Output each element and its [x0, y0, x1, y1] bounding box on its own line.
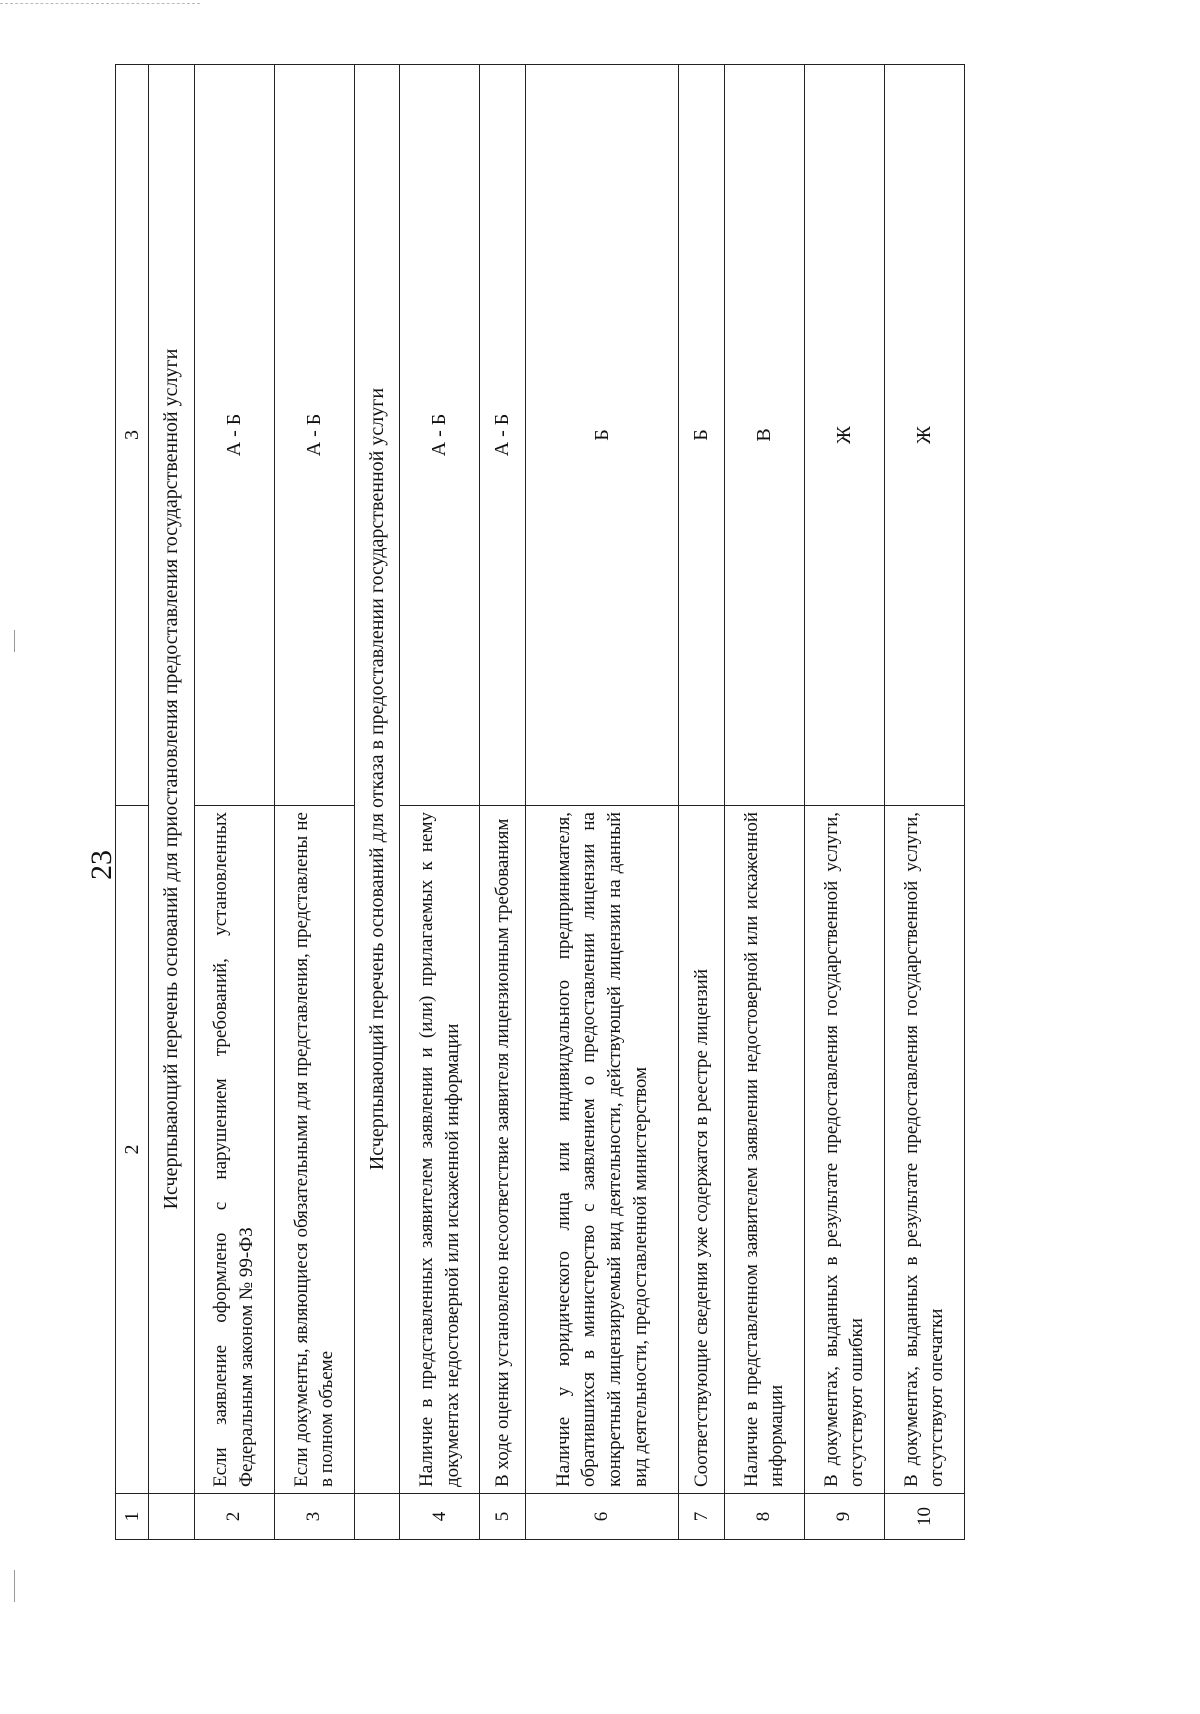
row-number: 6 — [525, 1494, 678, 1540]
table-row — [804, 65, 884, 1540]
table-row — [724, 65, 804, 1540]
row-text: Наличие в представленном заявителем заявлении недостоверной или искаженной информации — [724, 806, 804, 1494]
section-spacer — [149, 1494, 195, 1540]
scan-artifact-left — [14, 1570, 15, 1602]
table-row — [194, 65, 274, 1540]
table-row — [400, 65, 480, 1540]
row-text: Наличие в представленных заявителем заявлении и (или) прилагаемых к нему документах недостоверной или искаженной информации — [400, 806, 480, 1494]
row-code: А - Б — [480, 65, 526, 806]
table-row — [274, 65, 354, 1540]
row-number: 5 — [480, 1494, 526, 1540]
row-text: В документах, выданных в результате предоставления государственной услуги, отсутствуют ошибки — [804, 806, 884, 1494]
row-text: Если заявление оформлено с нарушением требований, установленных Федеральным законом № 99-ФЗ — [194, 806, 274, 1494]
row-text: Наличие у юридического лица или индивидуального предпринимателя, обратившихся в министерство с заявлением о предоставлении лицензии на конкретный лицензируемый вид деятельности, действующей лицензии на данный вид деятельности, предоставленной министерством — [525, 806, 678, 1494]
row-code: А - Б — [194, 65, 274, 806]
row-code: А - Б — [274, 65, 354, 806]
scan-artifact-left — [14, 630, 15, 652]
row-number: 2 — [194, 1494, 274, 1540]
table-row — [480, 65, 526, 1540]
row-number: 4 — [400, 1494, 480, 1540]
row-text: Если документы, являющиеся обязательными для представления, представлены не в полном объеме — [274, 806, 354, 1494]
section-title-suspension: Исчерпывающий перечень оснований для приостановления предоставления государственной услуги — [149, 65, 195, 1494]
row-number: 10 — [884, 1494, 964, 1540]
table-row — [884, 65, 964, 1540]
section-row-refusal — [354, 65, 400, 1540]
row-text: Соответствующие сведения уже содержатся в реестре лицензий — [679, 806, 725, 1494]
scan-artifact-top — [0, 3, 200, 6]
column-header-3: 3 — [116, 65, 149, 806]
section-title-refusal: Исчерпывающий перечень оснований для отказа в предоставлении государственной услуги — [354, 65, 400, 1494]
row-number: 7 — [679, 1494, 725, 1540]
page-number: 23 — [85, 850, 118, 880]
row-text: В документах, выданных в результате предоставления государственной услуги, отсутствуют опечатки — [884, 806, 964, 1494]
section-spacer — [354, 1494, 400, 1540]
row-code: Б — [679, 65, 725, 806]
section-row-suspension — [149, 65, 195, 1540]
row-code: Ж — [804, 65, 884, 806]
row-text: В ходе оценки установлено несоответствие заявителя лицензионным требованиям — [480, 806, 526, 1494]
header-row — [116, 65, 149, 1540]
row-number: 9 — [804, 1494, 884, 1540]
row-code: В — [724, 65, 804, 806]
row-code: А - Б — [400, 65, 480, 806]
table-row — [679, 65, 725, 1540]
column-header-2: 2 — [116, 806, 149, 1494]
column-header-1: 1 — [116, 1494, 149, 1540]
row-code: Б — [525, 65, 678, 806]
grounds-table — [115, 64, 965, 1540]
document-table-rotated — [115, 65, 965, 1540]
row-number: 8 — [724, 1494, 804, 1540]
row-code: Ж — [884, 65, 964, 806]
table-row — [525, 65, 678, 1540]
row-number: 3 — [274, 1494, 354, 1540]
